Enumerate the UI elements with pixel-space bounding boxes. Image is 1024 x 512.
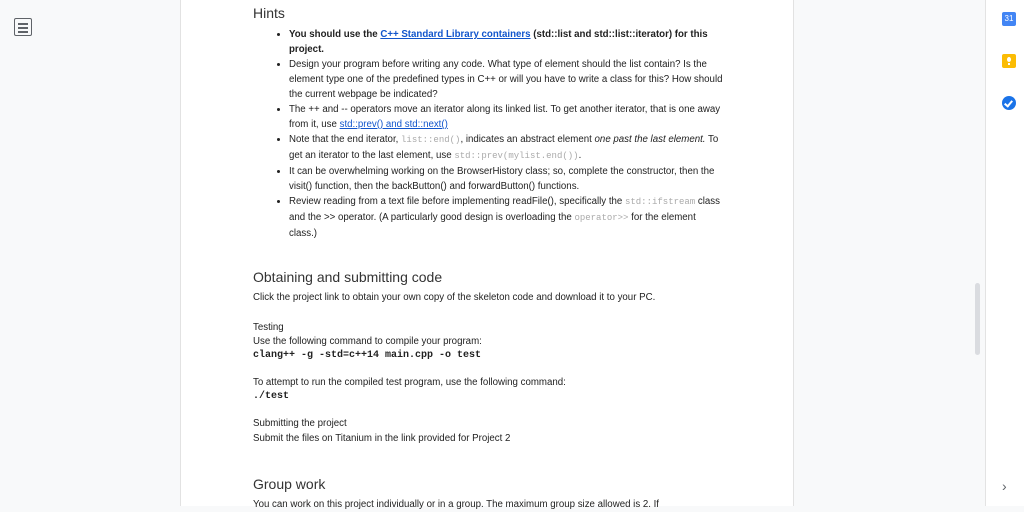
hint-text: for the element class.) <box>289 212 696 239</box>
hint-text: , indicates an abstract element <box>460 134 595 145</box>
hints-list <box>253 27 723 241</box>
list-item <box>289 132 723 164</box>
compile-instructions: Use the following command to compile your program: <box>253 336 482 347</box>
document-outline-icon[interactable] <box>14 18 32 36</box>
hint-text: Review reading from a text file before implementing readFile(), specifically the <box>289 196 625 207</box>
hint-text: To get an iterator to the last element, use <box>289 134 719 161</box>
hint-text: Note that the end iterator, <box>289 134 402 145</box>
run-command: ./test <box>253 391 290 402</box>
hint-text: Design your program before writing any code. What type of element should the list contain? Is the element type one of the predefined types in C++ or will you have to write a class for this? How should the current webpage be indicated? <box>289 59 723 100</box>
scrollbar-thumb[interactable] <box>975 283 980 355</box>
hint-text: class and the >> operator. (A particularly good design is overloading the <box>289 196 720 223</box>
hint-text: (std::list and std::list::iterator) for this project. <box>289 29 708 55</box>
tasks-icon[interactable] <box>1002 96 1016 110</box>
keep-icon[interactable] <box>1002 54 1016 68</box>
hint-text: You should use the <box>289 29 381 40</box>
inline-code: std::ifstream <box>624 197 696 207</box>
list-item <box>289 57 723 102</box>
hint-text: It can be overwhelming working on the BrowserHistory class; so, complete the constructor, then the visit() function, then the backButton() and forwardButton() functions. <box>289 166 715 192</box>
document-page <box>180 0 794 510</box>
list-item <box>289 164 723 194</box>
compile-command: clang++ -g -std=c++14 main.cpp -o test <box>253 350 482 361</box>
inline-code: operator>> <box>574 213 629 223</box>
obtaining-text: Click the project link to obtain your own copy of the skeleton code and download it to your PC. <box>253 292 656 303</box>
inline-code: std::prev(mylist.end()) <box>454 151 579 161</box>
hints-heading: Hints <box>253 5 285 21</box>
hint-emphasis: one past the last element. <box>594 134 706 145</box>
list-item <box>289 102 723 132</box>
prev-next-link[interactable]: std::prev() and std::next() <box>339 119 448 130</box>
group-text: You can work on this project individually or in a group. The maximum group size allowed is 2. If <box>253 499 660 510</box>
hint-text: . <box>578 150 582 161</box>
testing-label: Testing <box>253 322 284 333</box>
inline-code: list::end() <box>401 135 461 145</box>
stl-containers-link[interactable]: C++ Standard Library containers <box>380 29 531 40</box>
run-instructions: To attempt to run the compiled test program, use the following command: <box>253 377 566 388</box>
submitting-label: Submitting the project <box>253 418 347 429</box>
hint-text: The ++ and -- operators move an iterator along its linked list. To get another iterator, that is one away from it, use <box>289 104 721 130</box>
submitting-text: Submit the files on Titanium in the link provided for Project 2 <box>253 433 511 444</box>
group-heading: Group work <box>253 476 326 492</box>
expand-panel-icon[interactable]: › <box>1002 478 1007 494</box>
calendar-icon[interactable]: 31 <box>1002 12 1016 26</box>
list-item <box>289 194 723 241</box>
side-panel <box>985 0 1024 506</box>
obtaining-heading: Obtaining and submitting code <box>253 269 443 285</box>
list-item <box>289 27 723 57</box>
